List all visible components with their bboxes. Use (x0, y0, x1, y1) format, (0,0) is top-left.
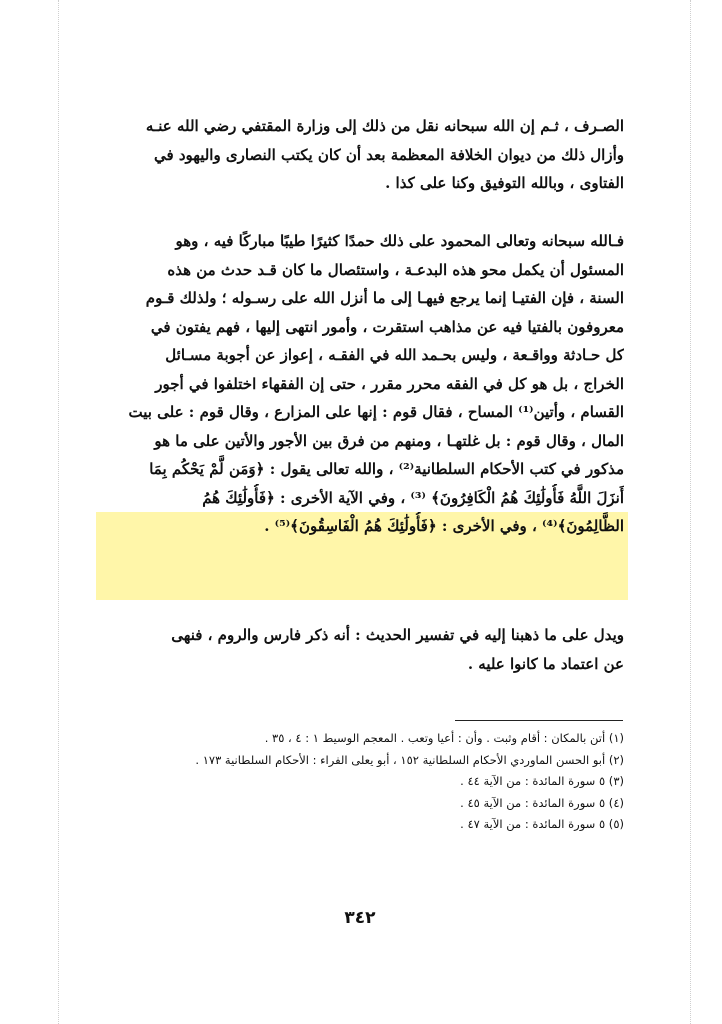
scan-edge-line (58, 0, 59, 1024)
text-line: عن اعتماد ما كانوا عليه . (467, 654, 624, 673)
footnote: (٣) ٥ سورة المائدة : من الآية ٤٤ . (460, 774, 624, 788)
text-line: فـالله سبحانه وتعالى المحمود على ذلك حمدًا كثيرًا طيبًا مباركًا فيه ، وهو (175, 232, 624, 250)
text-line: الخراج ، بل هو كل في الفقه محرر مقرر ، حتى إن الفقهاء اختلفوا في أجور (155, 374, 624, 393)
text-line: وأزال ذلك من ديوان الخلافة المعظمة بعد أن كان يكتب النصارى واليهود في (153, 145, 624, 164)
paragraph-1 (96, 112, 624, 198)
highlighted-verse-line: الظَّالِمُونَ﴾⁽⁴⁾ ، وفي الأخرى : ﴿فَأُولَٰئِكَ هُمُ الْفَاسِقُونَ﴾⁽⁵⁾ . (264, 517, 624, 535)
text-line: المسئول أن يكمل محو هذه البدعـة ، واستئصال ما كان قـد حدث من هذه (167, 260, 624, 279)
footnote: (٥) ٥ سورة المائدة : من الآية ٤٧ . (460, 817, 624, 831)
text-line: السنة ، فإن الفتيـا إنما يرجع فيهـا إلى ما أنزل الله على رسـوله ؛ ولذلك قـوم (145, 289, 624, 307)
footnote-divider (455, 720, 623, 721)
highlighted-verse-line: أَنزَلَ اللَّهُ فَأُولَٰئِكَ هُمُ الْكَافِرُونَ﴾ ⁽³⁾ ، وفي الآية الأخرى : ﴿فَأُولَٰئِكَ هُمُ (202, 488, 624, 507)
footnote: (٢) أبو الحسن الماوردي الأحكام السلطانية ١٥٢ ، أبو يعلى الفراء : الأحكام السلطانية ١٧٣ . (195, 752, 624, 767)
text-line: الصـرف ، ثـم إن الله سبحانه نقل من ذلك إلى وزارة المقتفي رضي الله عنـه (145, 117, 624, 135)
paragraph-2 (96, 227, 624, 541)
paragraph-3 (96, 621, 624, 678)
text-line: كل حـادثة وواقـعة ، وليس بحـمد الله في الفقـه ، إعواز عن أجوبة مسـائل (165, 346, 624, 364)
text-line: مذكور في كتب الأحكام السلطانية⁽²⁾ ، والله تعالى يقول : ﴿وَمَن لَّمْ يَحْكُم بِمَا (149, 460, 624, 478)
text-line: المال ، وقال قوم : بل غلتهـا ، ومنهم من فرق بين الأجور والأتين على ما هو (154, 431, 624, 450)
text-line: الفتاوى ، وبالله التوفيق وكنا على كذا . (385, 174, 624, 192)
footnote: (١) أتن بالمكان : أقام وثبت . وأن : أعيا وتعب . المعجم الوسيط ١ : ٤ ، ٣٥ . (264, 731, 624, 745)
page-number: ٣٤٢ (344, 908, 376, 928)
text-line: معروفون بالفتيا فيه عن مذاهب استقرت ، وأمور انتهى إليها ، فهم يفتون في (150, 317, 624, 336)
scan-edge-line (690, 0, 691, 1024)
text-line: ويدل على ما ذهبنا إليه في تفسير الحديث : أنه ذكر فارس والروم ، فنهى (171, 626, 624, 644)
footnotes (160, 728, 624, 836)
footnote: (٤) ٥ سورة المائدة : من الآية ٤٥ . (460, 795, 624, 810)
text-line: القسام ، وأتين⁽¹⁾ المساح ، فقال قوم : إنها على المزارع ، وقال قوم : على بيت (128, 403, 624, 421)
